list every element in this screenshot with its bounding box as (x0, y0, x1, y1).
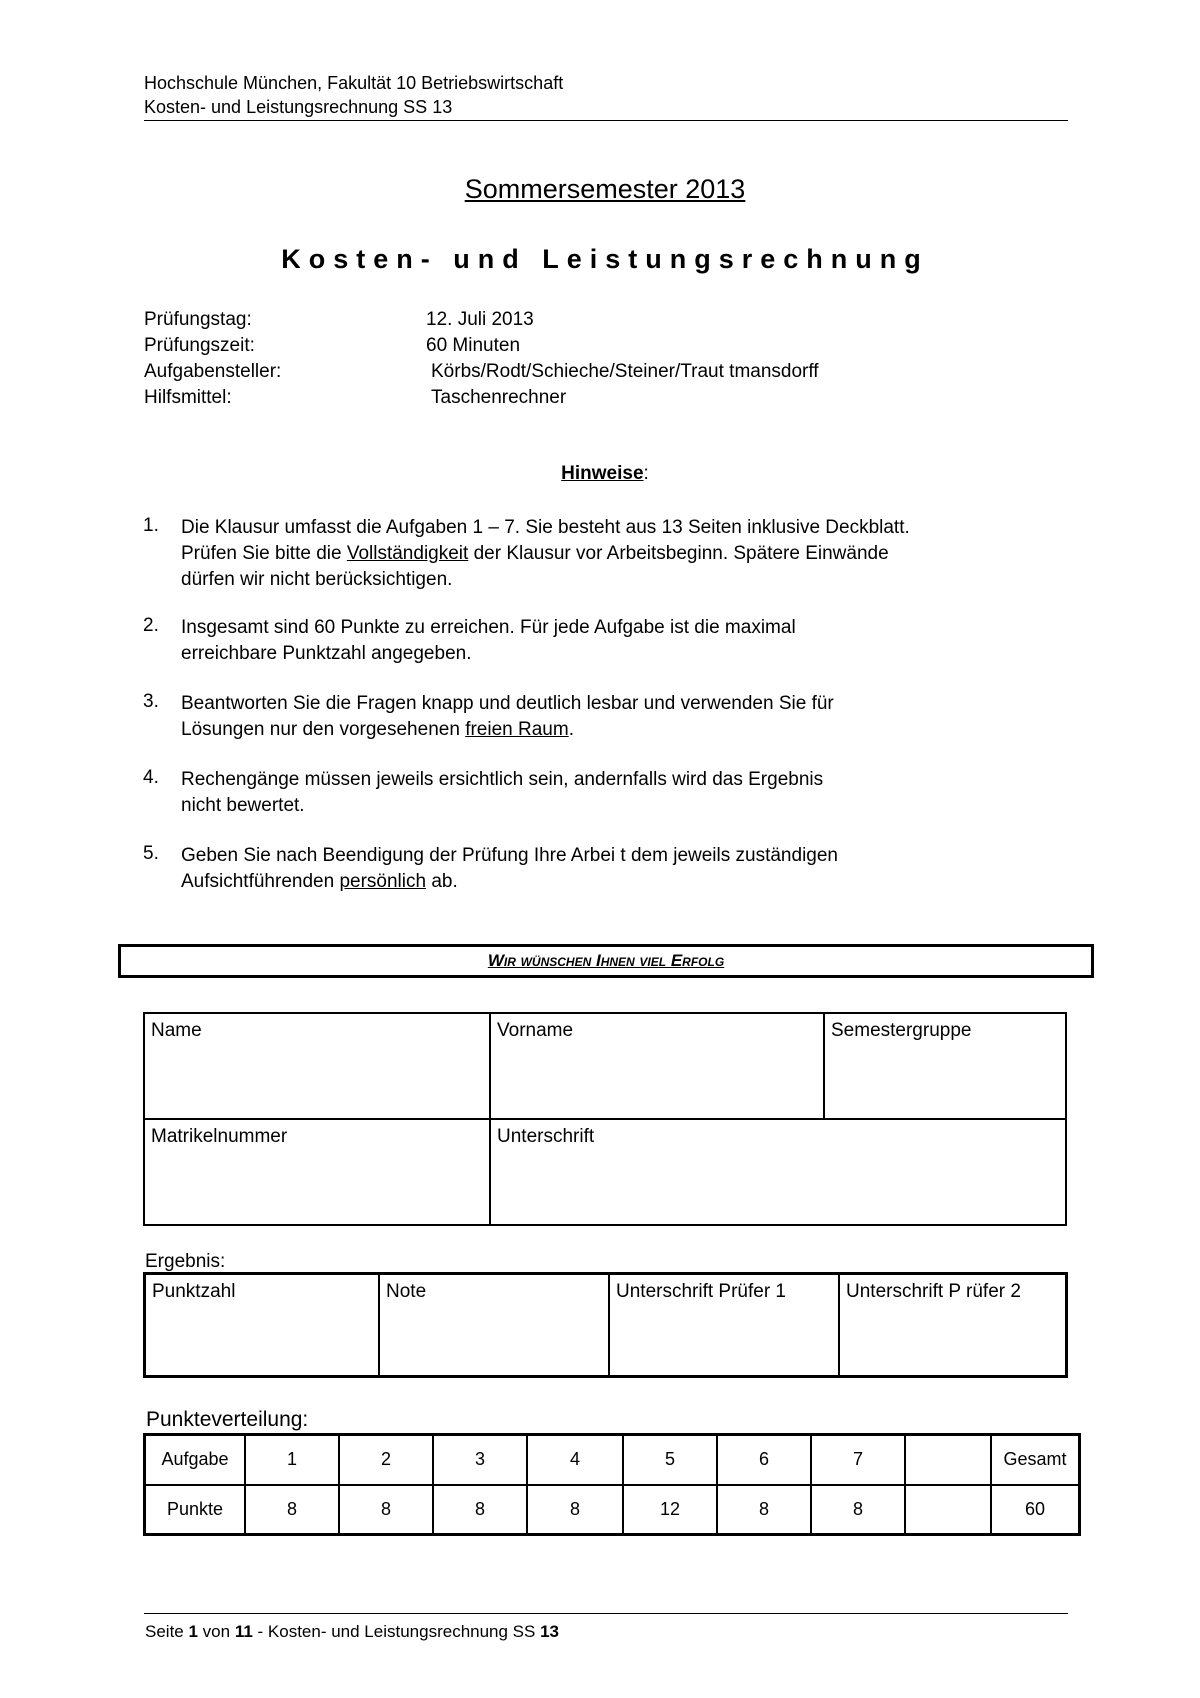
title-semester-wrap (0, 174, 1200, 205)
title-subject: Kosten- und Leistungsrechnung (281, 244, 929, 274)
info-value-authors: Körbs/Rodt/Schieche/Steiner/Traut tmansdorff (431, 361, 819, 382)
hint-line: Rechengänge müssen jeweils ersichtlich sein, andernfalls wird das Ergebnis (181, 769, 824, 790)
footer (145, 1622, 559, 1642)
student-info-table (143, 1012, 1067, 1226)
points-label: Punkteverteilung: (146, 1408, 309, 1431)
points-value-cell (905, 1485, 991, 1535)
footer-text: von (197, 1622, 235, 1641)
unterschrift-label: Unterschrift (497, 1126, 595, 1147)
info-value-date: 12. Juli 2013 (426, 309, 534, 330)
hint-text: der Klausur vor Arbeitsbeginn. Spätere Einwände (468, 543, 889, 564)
note-label: Note (386, 1281, 427, 1302)
points-header-cell: 7 (811, 1435, 905, 1485)
hint-item (181, 843, 1081, 895)
name-label: Name (151, 1020, 202, 1041)
footer-page-number: 1 (188, 1622, 198, 1641)
hint-item (181, 615, 1081, 667)
points-header-cell: 6 (717, 1435, 811, 1485)
info-label-date: Prüfungstag: (144, 309, 252, 330)
points-header-cell: 4 (527, 1435, 623, 1485)
hint-item (181, 515, 1081, 593)
result-table (143, 1272, 1068, 1378)
vorname-label: Vorname (497, 1020, 574, 1041)
hint-emphasis: freien Raum (465, 719, 569, 740)
punktzahl-field[interactable] (145, 1274, 380, 1377)
points-value-cell: 8 (527, 1485, 623, 1535)
name-field[interactable] (144, 1013, 490, 1119)
footer-term: 13 (540, 1622, 560, 1641)
hint-line: nicht bewertet. (181, 795, 305, 816)
unterschrift-field[interactable] (490, 1119, 1066, 1225)
hint-line: Geben Sie nach Beendigung der Prüfung Ihre Arbei t dem jeweils zuständigen (181, 845, 838, 866)
points-header-cell: 3 (433, 1435, 527, 1485)
points-value-cell: 8 (245, 1485, 339, 1535)
hints-heading-colon: : (643, 463, 649, 484)
hint-item (181, 691, 1081, 743)
header-rule (144, 120, 1068, 121)
points-value-cell: 8 (717, 1485, 811, 1535)
hint-line (181, 541, 1081, 567)
points-value-cell: 12 (623, 1485, 717, 1535)
points-header-cell: 2 (339, 1435, 433, 1485)
hint-line: Die Klausur umfasst die Aufgaben 1 – 7. Sie besteht aus 13 Seiten inklusive Deckblatt. (181, 517, 910, 538)
header-course: Kosten- und Leistungsrechnung SS 13 (144, 97, 453, 117)
points-value-cell: Punkte (145, 1485, 246, 1535)
hint-line: Beantworten Sie die Fragen knapp und deutlich lesbar und verwenden Sie für (181, 693, 834, 714)
points-table (143, 1433, 1081, 1536)
points-value-cell: 8 (433, 1485, 527, 1535)
footer-text: - Kosten- und Leistungsrechnung SS (252, 1622, 541, 1641)
hint-text: Lösungen nur den vorgesehenen (181, 719, 466, 740)
header-institution: Hochschule München, Fakultät 10 Betriebswirtschaft (144, 73, 564, 93)
points-value-cell: 8 (339, 1485, 433, 1535)
good-luck-banner (118, 944, 1094, 978)
info-value-aids: Taschenrechner (431, 387, 567, 408)
info-label-authors: Aufgabensteller: (144, 361, 282, 382)
hint-item (181, 767, 1081, 819)
hint-line: dürfen wir nicht berücksichtigen. (181, 569, 453, 590)
footer-text: Seite (145, 1622, 189, 1641)
points-header-cell (905, 1435, 991, 1485)
pruefer2-label: Unterschrift P rüfer 2 (846, 1281, 1021, 1302)
note-field[interactable] (379, 1274, 609, 1377)
points-value-cell: 60 (991, 1485, 1080, 1535)
hint-text: Prüfen Sie bitte die (181, 543, 347, 564)
pruefer1-label: Unterschrift Prüfer 1 (616, 1281, 786, 1302)
info-label-aids: Hilfsmittel: (144, 387, 232, 408)
points-value-cell: 8 (811, 1485, 905, 1535)
hints-heading: Hinweise (561, 463, 644, 484)
pruefer1-field[interactable] (609, 1274, 839, 1377)
points-header-cell: Aufgabe (145, 1435, 246, 1485)
hint-emphasis: persönlich (339, 871, 427, 892)
footer-page-total: 11 (234, 1622, 253, 1641)
matrikelnummer-label: Matrikelnummer (151, 1126, 288, 1147)
hint-text: ab. (426, 871, 458, 892)
points-header-cell: 1 (245, 1435, 339, 1485)
points-header-cell: Gesamt (991, 1435, 1080, 1485)
hint-text: Aufsichtführenden (181, 871, 340, 892)
hints-heading-wrap (0, 463, 1200, 485)
hint-line: Insgesamt sind 60 Punkte zu erreichen. Für jede Aufgabe ist die maximal (181, 617, 796, 638)
info-value-duration: 60 Minuten (426, 335, 521, 356)
hint-line (181, 717, 1081, 743)
hint-text: . (568, 719, 574, 740)
footer-rule (144, 1613, 1068, 1614)
hint-number: 5. (143, 843, 159, 864)
punktzahl-label: Punktzahl (152, 1281, 236, 1302)
matrikelnummer-field[interactable] (144, 1119, 490, 1225)
hint-number: 3. (143, 691, 159, 712)
vorname-field[interactable] (490, 1013, 824, 1119)
hint-line: erreichbare Punktzahl angegeben. (181, 643, 472, 664)
hint-number: 1. (143, 515, 159, 536)
hint-number: 4. (143, 767, 159, 788)
info-label-duration: Prüfungszeit: (144, 335, 255, 356)
title-semester: Sommersemester 2013 (464, 174, 746, 204)
hint-emphasis: Vollständigkeit (346, 543, 469, 564)
good-luck-text: Wir wünschen Ihnen viel Erfolg (487, 951, 725, 970)
points-header-cell: 5 (623, 1435, 717, 1485)
hint-number: 2. (143, 615, 159, 636)
result-label: Ergebnis: (145, 1251, 226, 1272)
pruefer2-field[interactable] (839, 1274, 1067, 1377)
semestergruppe-field[interactable] (824, 1013, 1066, 1119)
hint-line (181, 869, 1081, 895)
semestergruppe-label: Semestergruppe (831, 1020, 972, 1041)
